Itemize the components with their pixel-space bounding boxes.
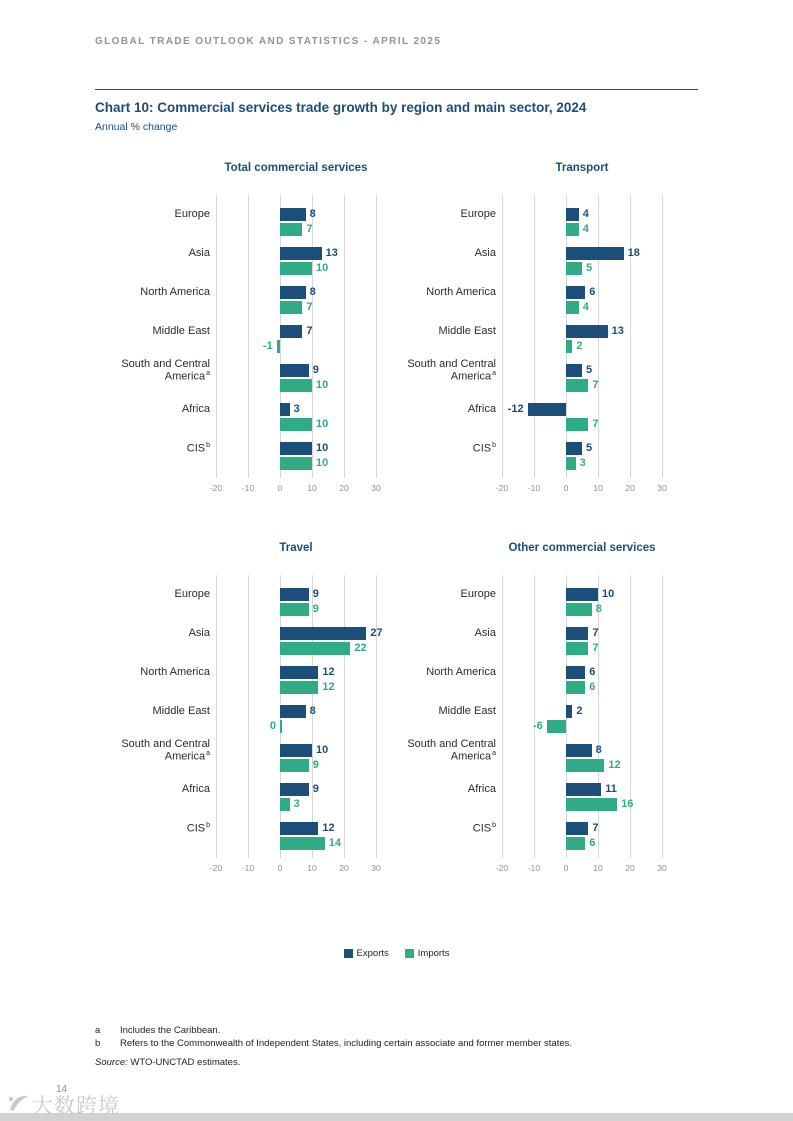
- category-label: Middle East: [152, 705, 210, 718]
- category-label: CIS$^b$: [472, 821, 496, 835]
- exports-value-label: 9: [312, 364, 319, 376]
- imports-value-label: 7: [592, 418, 599, 430]
- exports-value-label: -12: [507, 403, 524, 415]
- gridline: [376, 575, 377, 858]
- category-label: CIS$^b$: [472, 441, 496, 455]
- axis-tick-label: 10: [307, 863, 317, 873]
- exports-bar: [280, 627, 366, 640]
- exports-bar: [280, 666, 318, 679]
- exports-bar: [566, 247, 624, 260]
- exports-value-label: 10: [316, 442, 329, 454]
- exports-value-label: 5: [586, 364, 593, 376]
- chart-body: [92, 195, 381, 494]
- exports-bar: [566, 364, 582, 377]
- category-label: North America: [140, 666, 210, 679]
- chart-panel-title: Travel: [279, 542, 313, 554]
- imports-bar: [280, 223, 302, 236]
- exports-value-label: 11: [605, 783, 617, 795]
- exports-bar: [280, 744, 312, 757]
- legend-label-imports: Imports: [417, 948, 450, 959]
- imports-bar: [277, 340, 280, 353]
- category-label: Asia: [188, 247, 210, 260]
- imports-value-label: -1: [263, 340, 273, 352]
- category-label: Middle East: [152, 325, 210, 338]
- x-axis: [495, 858, 667, 874]
- bar-row: [216, 437, 376, 476]
- chart-body: [378, 195, 667, 494]
- chart-body: [92, 575, 383, 874]
- exports-value-label: 10: [602, 588, 615, 600]
- imports-bar: [566, 642, 588, 655]
- legend-label-exports: Exports: [356, 948, 389, 959]
- plot-area: [495, 195, 667, 494]
- x-axis: [209, 858, 381, 874]
- category-label: Africa: [467, 783, 496, 796]
- axis-tick-label: -20: [495, 483, 509, 493]
- bar-row: [502, 281, 662, 320]
- category-label: Asia: [474, 247, 496, 260]
- imports-bar: [280, 379, 312, 392]
- bar-rows: [502, 583, 662, 856]
- imports-bar: [280, 759, 309, 772]
- imports-value-label: -6: [533, 720, 543, 732]
- watermark-text: 大数跨境: [32, 1095, 120, 1118]
- bar-row: [216, 320, 376, 359]
- footnote-text: Includes the Caribbean.: [120, 1025, 221, 1036]
- exports-bar: [280, 705, 306, 718]
- footnotes: [95, 1025, 572, 1051]
- exports-bar: [566, 705, 572, 718]
- axis-tick-label: 30: [371, 863, 381, 873]
- bar-row: [502, 700, 662, 739]
- imports-bar: [566, 262, 582, 275]
- category-label: Africa: [181, 783, 210, 796]
- imports-bar: [280, 262, 312, 275]
- imports-value-label: 8: [595, 603, 602, 615]
- exports-value-label: 8: [309, 208, 316, 220]
- bar-row: [502, 320, 662, 359]
- exports-value-label: 8: [309, 705, 316, 717]
- exports-bar: [566, 666, 585, 679]
- bar-row: [502, 242, 662, 281]
- gridline: [662, 195, 663, 478]
- bar-row: [502, 661, 662, 700]
- bar-row: [502, 398, 662, 437]
- exports-value-label: 27: [370, 627, 383, 639]
- watermark: [6, 1090, 120, 1120]
- imports-value-label: 12: [608, 759, 621, 771]
- category-label: CIS$^b$: [186, 441, 210, 455]
- chart-transport: [378, 162, 667, 494]
- category-label: Europe: [460, 588, 496, 601]
- page-number: 14: [56, 1084, 68, 1095]
- rows-wrap: [216, 575, 383, 858]
- imports-bar: [566, 837, 585, 850]
- exports-bar: [566, 442, 582, 455]
- source-line: [95, 1057, 240, 1068]
- axis-tick-label: 0: [563, 863, 569, 873]
- plot-area: [209, 575, 383, 874]
- exports-value-label: 7: [306, 325, 313, 337]
- category-label: South and Central America$^a$: [407, 357, 496, 383]
- imports-value-label: 7: [592, 379, 599, 391]
- x-axis: [495, 478, 667, 494]
- chart-other-commercial-services: [378, 542, 667, 874]
- exports-value-label: 5: [586, 442, 593, 454]
- category-label: Asia: [188, 627, 210, 640]
- imports-bar: [280, 798, 290, 811]
- axis-tick-label: -10: [241, 863, 255, 873]
- axis-tick-label: 10: [593, 483, 603, 493]
- category-label: South and Central America$^a$: [121, 357, 210, 383]
- chart-travel: [92, 542, 383, 874]
- category-labels: [378, 575, 496, 874]
- imports-swatch-icon: [405, 949, 414, 958]
- bar-rows: [216, 583, 383, 856]
- exports-bar: [280, 247, 322, 260]
- exports-value-label: 2: [576, 705, 583, 717]
- bar-row: [216, 739, 376, 778]
- exports-bar: [280, 442, 312, 455]
- exports-value-label: 9: [312, 588, 319, 600]
- bar-row: [216, 398, 376, 437]
- imports-value-label: 0: [269, 720, 276, 732]
- exports-bar: [280, 403, 290, 416]
- chart-panel-title: Total commercial services: [224, 162, 368, 174]
- axis-tick-label: 30: [371, 483, 381, 493]
- exports-value-label: 3: [293, 403, 300, 415]
- category-label: Africa: [181, 403, 210, 416]
- category-labels: [92, 195, 210, 494]
- category-label: CIS$^b$: [186, 821, 210, 835]
- bar-row: [216, 778, 376, 817]
- axis-tick-label: 0: [277, 863, 283, 873]
- axis-tick-label: -10: [527, 483, 541, 493]
- category-label: South and Central America$^a$: [407, 737, 496, 763]
- exports-value-label: 8: [309, 286, 316, 298]
- bar-row: [216, 700, 376, 739]
- imports-bar: [280, 837, 325, 850]
- imports-value-label: 9: [312, 603, 319, 615]
- exports-value-label: 13: [325, 247, 338, 259]
- imports-value-label: 3: [579, 457, 586, 469]
- source-text: WTO-UNCTAD estimates.: [127, 1057, 241, 1068]
- imports-value-label: 6: [589, 837, 596, 849]
- category-label: Africa: [467, 403, 496, 416]
- imports-bar: [547, 720, 566, 733]
- imports-bar: [566, 603, 592, 616]
- bar-row: [502, 437, 662, 476]
- exports-bar: [280, 286, 306, 299]
- exports-bar: [566, 588, 598, 601]
- imports-bar: [280, 642, 350, 655]
- footnote-marker: a: [95, 1025, 101, 1036]
- bar-row: [502, 778, 662, 817]
- bar-row: [216, 281, 376, 320]
- exports-bar: [566, 325, 608, 338]
- bar-rows: [216, 203, 376, 476]
- footnote-b: [95, 1038, 572, 1049]
- imports-value-label: 6: [589, 681, 596, 693]
- category-label: Asia: [474, 627, 496, 640]
- rows-wrap: [216, 195, 376, 478]
- exports-value-label: 12: [322, 822, 335, 834]
- rows-wrap: [502, 575, 662, 858]
- chart-total-commercial-services: [92, 162, 381, 494]
- imports-value-label: 10: [316, 457, 329, 469]
- category-label: Europe: [174, 588, 210, 601]
- bar-row: [502, 359, 662, 398]
- axis-tick-label: 0: [563, 483, 569, 493]
- bar-row: [216, 203, 376, 242]
- footnote-text: Refers to the Commonwealth of Independent States, including certain associate and former member states.: [120, 1038, 573, 1049]
- imports-value-label: 4: [582, 301, 589, 313]
- bar-row: [216, 583, 376, 622]
- plot-area: [495, 575, 667, 874]
- imports-value-label: 10: [316, 379, 329, 391]
- imports-value-label: 10: [316, 262, 329, 274]
- exports-bar: [280, 588, 309, 601]
- exports-bar: [528, 403, 566, 416]
- category-label: Europe: [174, 208, 210, 221]
- gridline: [376, 195, 377, 478]
- bar-row: [216, 622, 383, 661]
- exports-value-label: 13: [611, 325, 624, 337]
- exports-bar: [566, 627, 588, 640]
- bar-row: [216, 817, 376, 856]
- axis-tick-label: -10: [241, 483, 255, 493]
- axis-tick-label: 20: [339, 483, 349, 493]
- exports-bar: [280, 208, 306, 221]
- legend-item-imports: [405, 948, 450, 959]
- imports-bar: [566, 681, 585, 694]
- bar-row: [216, 661, 376, 700]
- imports-value-label: 7: [592, 642, 599, 654]
- imports-bar: [280, 418, 312, 431]
- category-labels: [378, 195, 496, 494]
- exports-bar: [280, 364, 309, 377]
- bar-row: [502, 622, 662, 661]
- legend: [0, 948, 793, 959]
- imports-bar: [566, 223, 579, 236]
- chart-panel-title: Other commercial services: [508, 542, 656, 554]
- category-label: North America: [426, 286, 496, 299]
- exports-value-label: 6: [589, 286, 596, 298]
- plot-area: [209, 195, 381, 494]
- axis-tick-label: 0: [277, 483, 283, 493]
- imports-bar: [280, 301, 302, 314]
- imports-value-label: 4: [582, 223, 589, 235]
- axis-tick-label: -20: [495, 863, 509, 873]
- footnote-marker: b: [95, 1038, 101, 1049]
- imports-bar: [566, 798, 617, 811]
- chart-panel-title: Transport: [555, 162, 609, 174]
- imports-value-label: 5: [586, 262, 593, 274]
- exports-bar: [280, 822, 318, 835]
- axis-tick-label: 20: [339, 863, 349, 873]
- exports-bar: [566, 286, 585, 299]
- imports-value-label: 3: [293, 798, 300, 810]
- category-label: Middle East: [438, 325, 496, 338]
- watermark-logo-icon: [6, 1091, 30, 1120]
- imports-bar: [280, 720, 282, 733]
- imports-bar: [566, 379, 588, 392]
- chart-title-block: [95, 89, 698, 133]
- imports-value-label: 7: [306, 301, 313, 313]
- category-label: Middle East: [438, 705, 496, 718]
- imports-bar: [566, 759, 604, 772]
- exports-value-label: 12: [322, 666, 335, 678]
- x-axis: [209, 478, 381, 494]
- imports-bar: [566, 457, 576, 470]
- bar-row: [216, 242, 376, 281]
- chart-subtitle: Annual % change: [95, 121, 178, 133]
- exports-bar: [566, 744, 592, 757]
- bar-row: [502, 203, 662, 242]
- category-label: Europe: [460, 208, 496, 221]
- imports-value-label: 7: [306, 223, 313, 235]
- exports-value-label: 9: [312, 783, 319, 795]
- imports-value-label: 2: [576, 340, 583, 352]
- category-label: South and Central America$^a$: [121, 737, 210, 763]
- rows-wrap: [502, 195, 662, 478]
- axis-tick-label: -20: [209, 483, 223, 493]
- imports-value-label: 14: [328, 837, 342, 849]
- imports-bar: [566, 301, 579, 314]
- imports-bar: [280, 457, 312, 470]
- exports-bar: [566, 783, 601, 796]
- exports-value-label: 7: [592, 822, 599, 834]
- charts-grid: [92, 162, 667, 874]
- imports-value-label: 16: [621, 798, 634, 810]
- axis-tick-label: 10: [307, 483, 317, 493]
- imports-value-label: 12: [322, 681, 335, 693]
- axis-tick-label: 20: [625, 863, 635, 873]
- bar-rows: [502, 203, 662, 476]
- imports-value-label: 9: [312, 759, 319, 771]
- source-label: Source:: [95, 1057, 128, 1068]
- imports-bar: [566, 340, 572, 353]
- exports-bar: [280, 783, 309, 796]
- exports-bar: [566, 822, 588, 835]
- axis-tick-label: 30: [657, 483, 667, 493]
- imports-value-label: 22: [354, 642, 367, 654]
- axis-tick-label: 20: [625, 483, 635, 493]
- page-title: Chart 10: Commercial services trade growth by region and main sector, 2024: [95, 100, 587, 115]
- exports-value-label: 6: [589, 666, 596, 678]
- footnote-a: [95, 1025, 572, 1036]
- exports-value-label: 7: [592, 627, 599, 639]
- chart-body: [378, 575, 667, 874]
- category-labels: [92, 575, 210, 874]
- axis-tick-label: 10: [593, 863, 603, 873]
- category-label: North America: [426, 666, 496, 679]
- axis-tick-label: -20: [209, 863, 223, 873]
- imports-bar: [566, 418, 588, 431]
- axis-tick-label: -10: [527, 863, 541, 873]
- exports-value-label: 10: [316, 744, 329, 756]
- exports-bar: [280, 325, 302, 338]
- category-label: North America: [140, 286, 210, 299]
- exports-value-label: 8: [595, 744, 602, 756]
- bar-row: [502, 583, 662, 622]
- exports-swatch-icon: [344, 949, 353, 958]
- gridline: [662, 575, 663, 858]
- axis-tick-label: 30: [657, 863, 667, 873]
- exports-bar: [566, 208, 579, 221]
- exports-value-label: 18: [627, 247, 640, 259]
- exports-value-label: 4: [582, 208, 589, 220]
- imports-bar: [280, 603, 309, 616]
- bar-row: [502, 739, 662, 778]
- imports-value-label: 10: [316, 418, 329, 430]
- bar-row: [502, 817, 662, 856]
- imports-bar: [280, 681, 318, 694]
- running-header: GLOBAL TRADE OUTLOOK AND STATISTICS - APRIL 2025: [95, 36, 442, 47]
- bar-row: [216, 359, 376, 398]
- legend-item-exports: [344, 948, 389, 959]
